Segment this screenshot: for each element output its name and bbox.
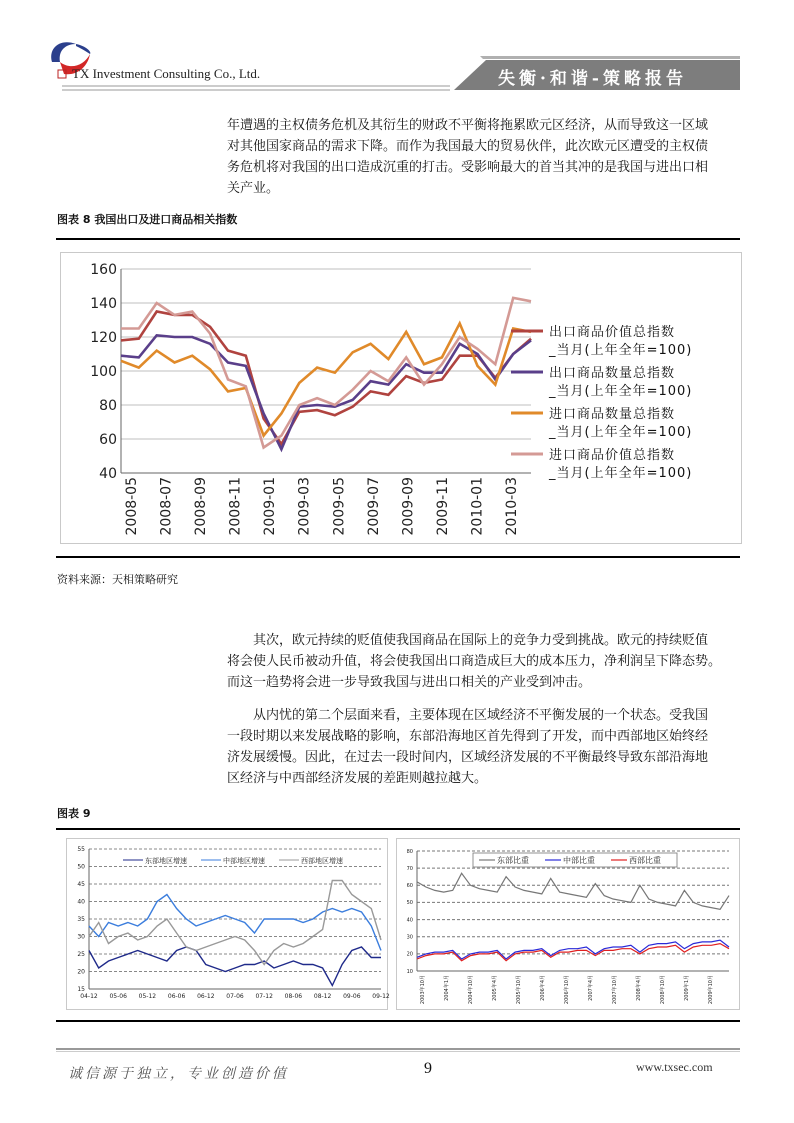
x-tick-label: 04-12 [80,993,98,1000]
intro-paragraph [227,115,747,199]
footer-rule [56,1048,740,1050]
figure-8-caption: 图表 8 我国出口及进口商品相关指数 [57,213,238,226]
y-tick-label: 60 [99,431,117,448]
text-line: 关产业。 [227,181,280,196]
x-tick-label: 2006年4月 [540,975,546,1001]
y-tick-label: 160 [90,261,117,278]
figure-8-bottom-rule [56,556,740,558]
x-tick-label: 07-12 [255,993,273,1000]
y-tick-label: 30 [406,934,413,941]
regional-share-chart [397,839,739,1009]
figure-9-top-rule [56,828,740,830]
text-line: 区经济与中西部经济发展的差距则越拉越大。 [227,771,488,786]
x-tick-label: 05-12 [138,993,157,1000]
x-tick-label: 2004年10月 [468,975,474,1005]
legend-label: 东部比重 [497,856,529,865]
y-tick-label: 35 [77,916,85,924]
x-tick-label: 2008-05 [124,477,140,536]
x-tick-label: 2009-03 [296,477,313,536]
legend-label: 出口商品价值总指数 [549,325,676,340]
text-line: 务危机将对我国的出口造成沉重的打击。受影响最大的首当其冲的是我国与进出口相 [227,160,709,175]
y-tick-label: 30 [77,933,85,941]
series-line [417,940,729,959]
x-tick-label: 2005年10月 [516,975,522,1005]
x-tick-label: 2009-07 [365,477,382,536]
legend-label: 东部地区增速 [145,857,187,865]
y-tick-label: 80 [406,848,413,855]
footer-url: www.txsec.com [636,1060,713,1074]
x-tick-label: 05-06 [109,993,127,1000]
series-line [121,335,531,449]
x-tick-label: 2006年10月 [564,975,570,1005]
y-tick-label: 50 [406,900,413,907]
y-tick-label: 60 [406,883,413,890]
x-tick-label: 2008年4月 [636,975,642,1001]
y-tick-label: 50 [77,863,85,871]
x-tick-label: 07-06 [226,993,244,1000]
x-tick-label: 2004年1月 [444,975,450,1001]
text-line: 将会使人民币被动升值，将会使我国出口商造成巨大的成本压力，净利润呈下降态势。 [227,654,722,669]
legend-label: 出口商品数量总指数 [549,366,676,381]
figure-8-chart [60,252,742,544]
y-tick-label: 140 [90,295,117,312]
y-tick-label: 80 [99,397,117,414]
x-tick-label: 2007年4月 [588,975,594,1001]
company-name: TX Investment Consulting Co., Ltd. [72,66,261,81]
series-line [121,312,531,445]
y-tick-label: 100 [90,363,117,380]
text-line: 年遭遇的主权债务危机及其衍生的财政不平衡将拖累欧元区经济，从而导致这一区域 [227,118,709,133]
y-tick-label: 25 [77,951,85,959]
paragraph-3 [227,705,747,789]
x-tick-label: 2007年10月 [612,975,618,1005]
text-line: 对其他国家商品的需求下降。而作为我国最大的贸易伙伴，此次欧元区遭受的主权债 [227,139,709,154]
figure-9-right-chart [396,838,740,1010]
y-tick-label: 20 [77,968,85,976]
y-tick-label: 40 [406,917,413,924]
x-tick-label: 2010-01 [469,477,486,536]
legend-label: 西部比重 [629,856,661,865]
text-line: 而这一趋势将会进一步导致我国与进出口相关的产业受到冲击。 [227,675,592,690]
text-line: 其次，欧元持续的贬值使我国商品在国际上的竞争力受到挑战。欧元的持续贬值 [253,633,709,648]
x-tick-label: 2009-09 [400,477,417,536]
x-tick-label: 09-06 [343,993,361,1000]
x-tick-label: 2009-01 [262,477,279,536]
x-tick-label: 2005年4月 [492,975,498,1001]
x-tick-label: 2008-09 [193,477,210,536]
x-tick-label: 06-12 [197,993,215,1000]
regional-growth-chart [67,839,390,1009]
y-tick-label: 15 [77,986,85,994]
export-import-index-chart [61,253,741,543]
series-line [89,947,381,986]
x-tick-label: 08-06 [284,993,303,1000]
page-number: 9 [424,1060,432,1077]
figure-9-caption: 图表 9 [57,807,91,820]
legend-label: _当月(上年全年=100) [549,343,693,358]
x-tick-label: 2010-03 [504,477,520,536]
y-tick-label: 40 [99,465,117,482]
x-tick-label: 2008-07 [158,477,175,536]
series-line [417,873,729,909]
x-tick-label: 2003年10月 [420,975,426,1005]
x-tick-label: 09-12 [372,993,390,1000]
paragraph-2 [227,630,747,693]
figure-8-top-rule [56,238,740,240]
y-tick-label: 55 [77,846,85,854]
series-line [89,895,381,951]
footer-motto: 诚信源于独立，专业创造价值 [68,1066,289,1082]
text-line: 一段时期以来发展战略的影响，东部沿海地区首先得到了开发，而中西部地区始终经 [227,729,709,744]
series-line [121,298,531,448]
x-tick-label: 06-06 [167,993,186,1000]
y-tick-label: 120 [90,329,117,346]
y-tick-label: 10 [406,968,413,975]
report-slogan: 失衡·和谐-策略报告 [498,69,687,89]
x-tick-label: 2009-05 [331,477,348,536]
x-tick-label: 2008-11 [227,477,244,536]
x-tick-label: 2009-11 [434,477,451,536]
legend-label: _当月(上年全年=100) [549,466,693,481]
legend-label: _当月(上年全年=100) [549,384,693,399]
y-tick-label: 45 [77,881,85,889]
legend-label: 进口商品价值总指数 [549,448,676,463]
x-tick-label: 2009年10月 [708,975,714,1005]
footer-rule-thin [56,1051,740,1052]
figure-9-bottom-rule [56,1020,740,1022]
y-tick-label: 20 [406,951,413,958]
legend-label: _当月(上年全年=100) [549,425,693,440]
legend-label: 西部地区增速 [301,857,343,865]
text-line: 济发展缓慢。因此，在过去一段时间内，区域经济发展的不平衡最终导致东部沿海地 [227,750,709,765]
figure-9-left-chart [66,838,388,1010]
figure-8-source: 资料来源：天相策略研究 [57,573,178,586]
legend-label: 进口商品数量总指数 [549,407,676,422]
x-tick-label: 2008年10月 [660,975,666,1005]
x-tick-label: 2009年1月 [684,975,690,1001]
legend-label: 中部比重 [563,856,595,865]
x-tick-label: 08-12 [313,993,332,1000]
legend-label: 中部地区增速 [223,857,265,865]
y-tick-label: 70 [406,865,413,872]
text-line: 从内忧的第二个层面来看，主要体现在区域经济不平衡发展的一个状态。受我国 [253,708,709,723]
y-tick-label: 40 [77,898,85,906]
series-line [121,323,531,435]
